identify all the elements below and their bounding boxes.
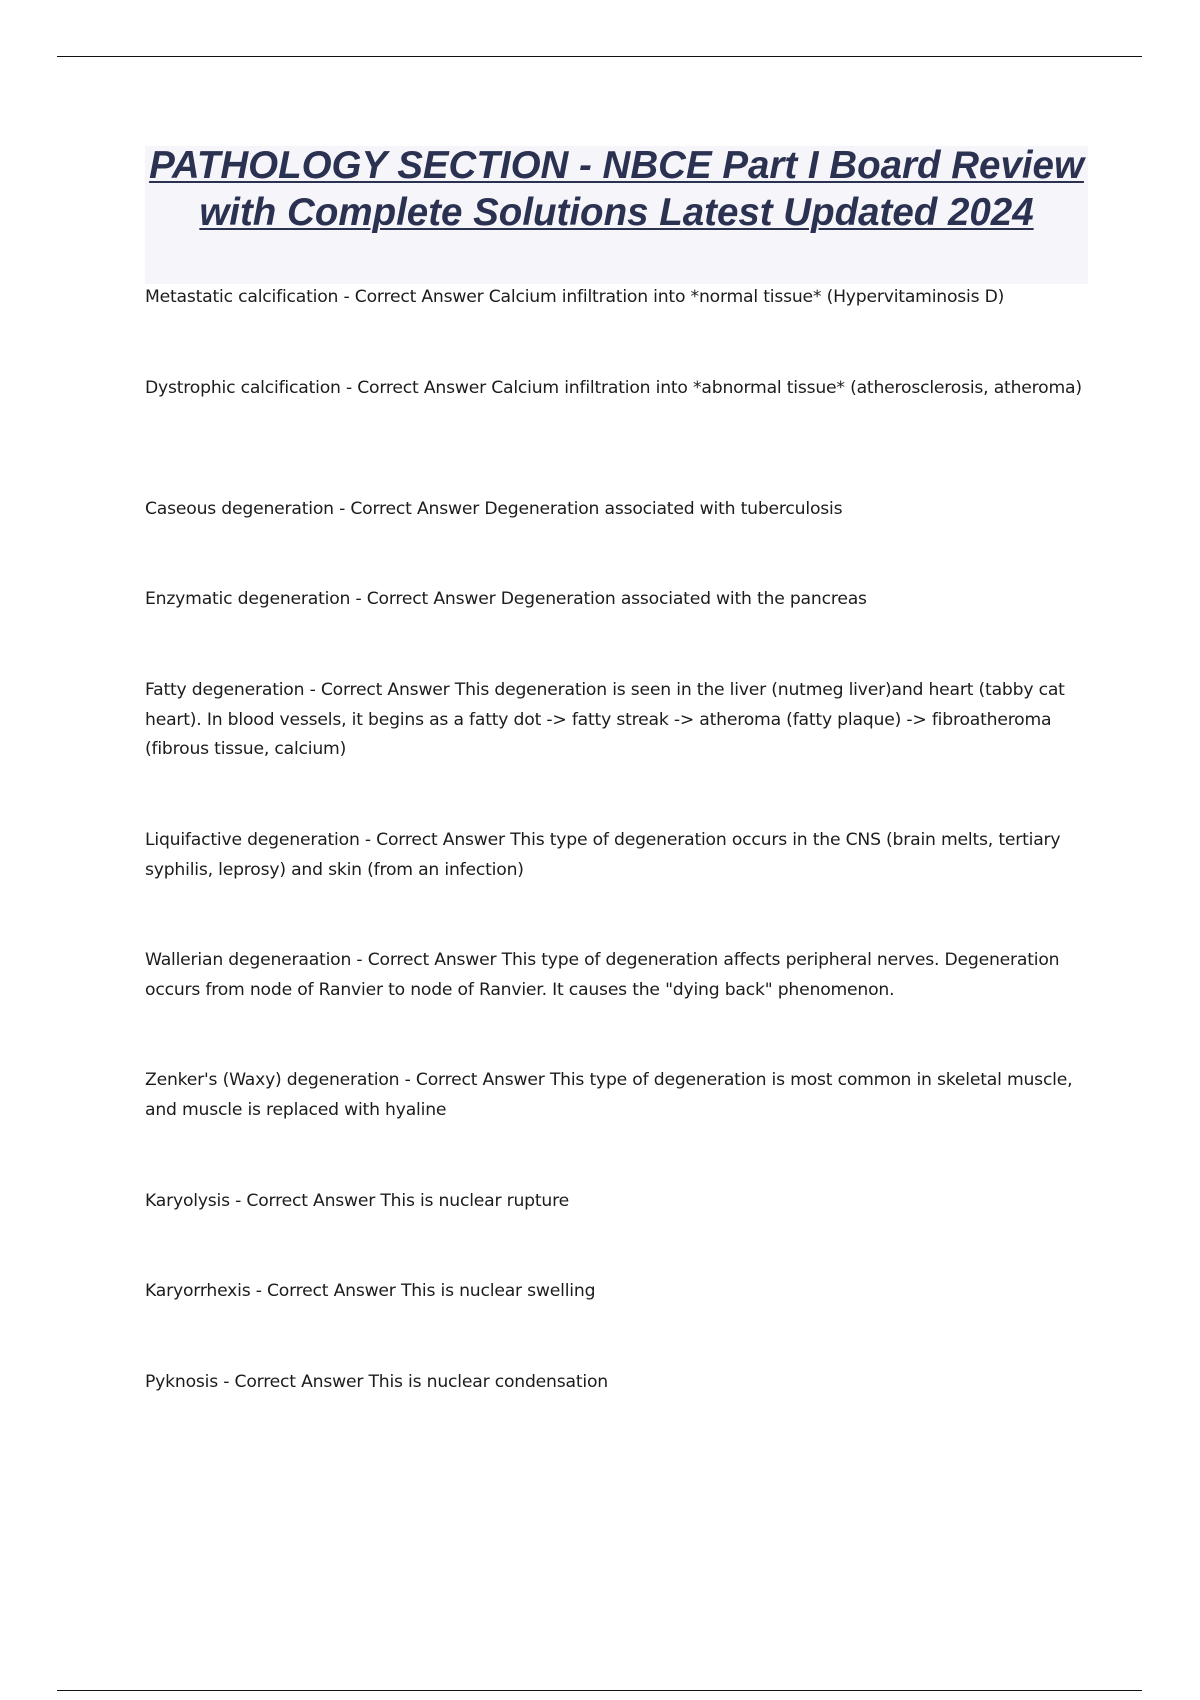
qa-entry: Zenker's (Waxy) degeneration - Correct Answer This type of degeneration is most common in skeletal muscle, and muscle is replaced with hyaline — [145, 1070, 1073, 1120]
qa-entry: Karyorrhexis - Correct Answer This is nuclear swelling — [145, 1281, 596, 1301]
qa-entry: Dystrophic calcification - Correct Answer Calcium infiltration into *abnormal tissue* (atherosclerosis, atheroma) — [145, 378, 1082, 398]
document-title: PATHOLOGY SECTION - NBCE Part I Board Review with Complete Solutions Latest Updated 2024 — [149, 144, 1084, 234]
qa-entry: Fatty degeneration - Correct Answer This degeneration is seen in the liver (nutmeg liver)and heart (tabby cat heart). In blood vessels, it begins as a fatty dot -> fatty streak -> atheroma (fatty plaque) -> fibroatheroma (fibrous tissue, calcium) — [145, 680, 1065, 759]
qa-entry: Karyolysis - Correct Answer This is nuclear rupture — [145, 1191, 569, 1211]
qa-entry: Pyknosis - Correct Answer This is nuclear condensation — [145, 1372, 608, 1392]
qa-entry: Metastatic calcification - Correct Answer Calcium infiltration into *normal tissue* (Hypervitaminosis D) — [145, 287, 1005, 307]
footer-rule — [57, 1690, 1142, 1691]
qa-entry: Caseous degeneration - Correct Answer Degeneration associated with tuberculosis — [145, 499, 843, 519]
qa-entry: Enzymatic degeneration - Correct Answer Degeneration associated with the pancreas — [145, 589, 867, 609]
qa-entry: Wallerian degeneraation - Correct Answer This type of degeneration affects peripheral nerves. Degeneration occurs from node of Ranvier to node of Ranvier. It causes the "dying back" phenomenon. — [145, 950, 1060, 1000]
qa-entry: Liquifactive degeneration - Correct Answer This type of degeneration occurs in the CNS (brain melts, tertiary syphilis, leprosy) and skin (from an infection) — [145, 830, 1061, 880]
header-rule — [57, 56, 1142, 57]
